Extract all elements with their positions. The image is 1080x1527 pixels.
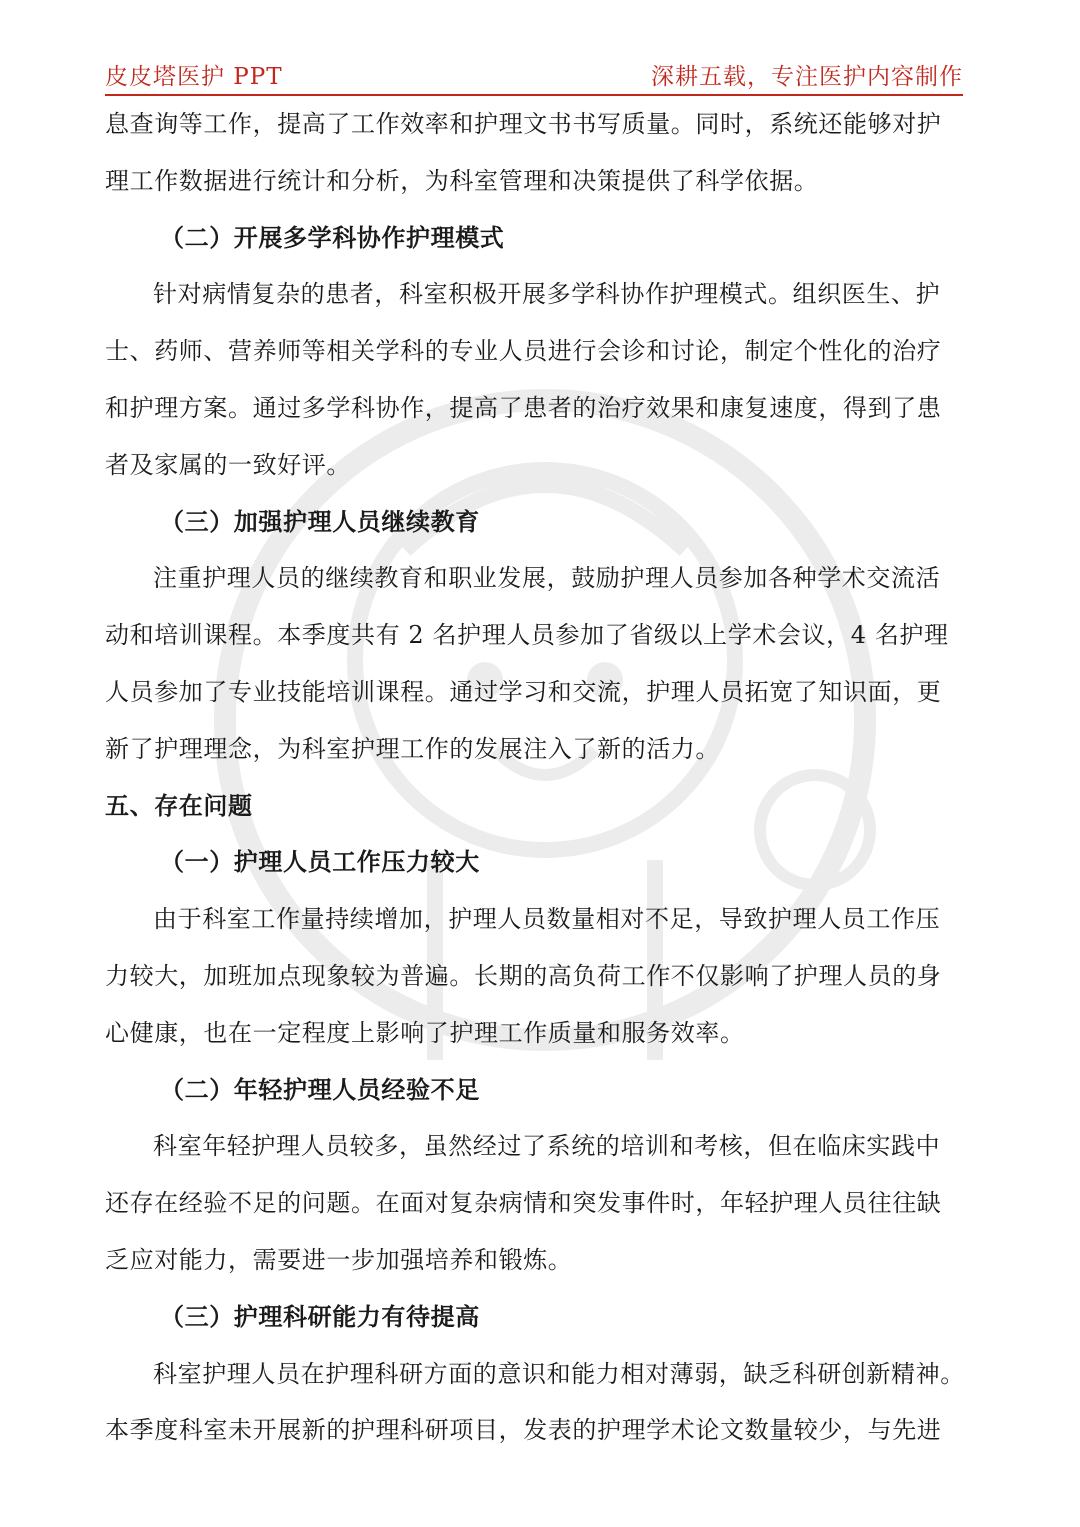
subheading-young-staff: （二）年轻护理人员经验不足 bbox=[160, 1074, 480, 1104]
subheading-work-pressure: （一）护理人员工作压力较大 bbox=[160, 847, 480, 877]
subheading-research: （三）护理科研能力有待提高 bbox=[160, 1301, 480, 1331]
header-slogan: 深耕五载，专注医护内容制作 bbox=[651, 64, 963, 90]
page-header bbox=[105, 60, 963, 96]
paragraph-continuing-education: 注重护理人员的继续教育和职业发展，鼓励护理人员参加各种学术交流活 动和培训课程。本季度共有 2 名护理人员参加了省级以上学术会议，4 名护理 人员参加了专业技能培训课程。通过学习和交流，护理人员拓宽了知识面，更 新了护理理念，为科室护理工作的发展注入了新的活力。 bbox=[105, 564, 949, 763]
header-brand: 皮皮塔医护 PPT bbox=[105, 64, 283, 90]
subheading-continuing-education: （三）加强护理人员继续教育 bbox=[160, 506, 480, 536]
paragraph-multidisciplinary: 针对病情复杂的患者，科室积极开展多学科协作护理模式。组织医生、护 士、药师、营养师等相关学科的专业人员进行会诊和讨论，制定个性化的治疗 和护理方案。通过多学科协作，提高了患者的治疗效果和康复速度，得到了患 者及家属的一致好评。 bbox=[105, 280, 942, 479]
document-body bbox=[105, 96, 975, 1459]
section-heading-problems: 五、存在问题 bbox=[105, 790, 253, 820]
paragraph-young-staff: 科室年轻护理人员较多，虽然经过了系统的培训和考核，但在临床实践中 还存在经验不足的问题。在面对复杂病情和突发事件时，年轻护理人员往往缺 乏应对能力，需要进一步加强培养和锻炼。 bbox=[105, 1132, 942, 1274]
paragraph-research: 科室护理人员在护理科研方面的意识和能力相对薄弱，缺乏科研创新精神。 本季度科室未开展新的护理科研项目，发表的护理学术论文数量较少，与先进 bbox=[105, 1359, 965, 1445]
subheading-multidisciplinary: （二）开展多学科协作护理模式 bbox=[160, 222, 505, 252]
paragraph-continued: 息查询等工作，提高了工作效率和护理文书书写质量。同时，系统还能够对护 理工作数据进行统计和分析，为科室管理和决策提供了科学依据。 bbox=[105, 110, 942, 195]
paragraph-work-pressure: 由于科室工作量持续增加，护理人员数量相对不足，导致护理人员工作压 力较大，加班加点现象较为普遍。长期的高负荷工作不仅影响了护理人员的身 心健康，也在一定程度上影响了护理工作质量和服务效率。 bbox=[105, 905, 942, 1047]
